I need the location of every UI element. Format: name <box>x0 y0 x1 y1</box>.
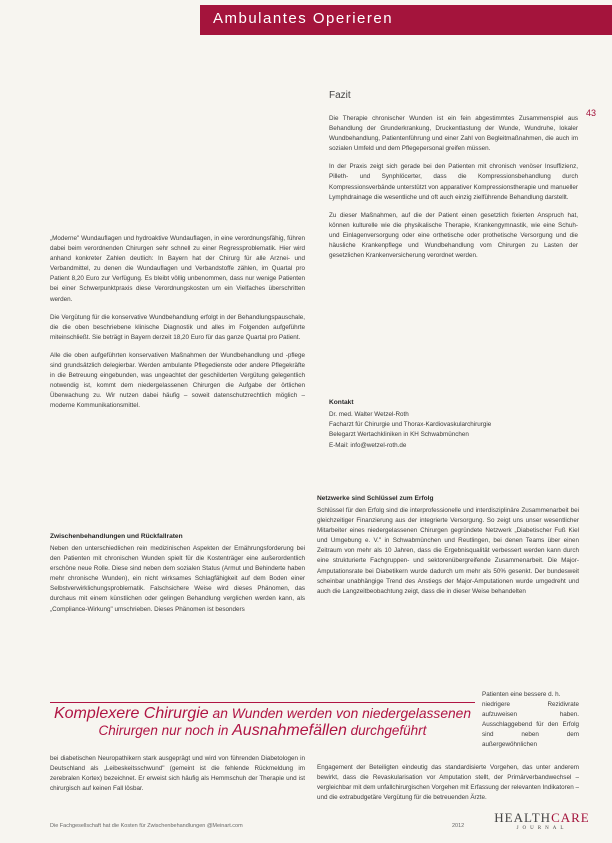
body-paragraph: Neben den unterschiedlichen rein medizinischen Aspekten der Ernährungsforderung bei den Patienten mit chronischen Wunden spielt für die Kostenträger eine außerordentlich erschöne neue Rolle. Diese sind neben dem sozialen Status (Armut und Behinderte haben mehr chronische Wunden), ein nicht wirksames Schlagfähigkeit auf dem Boden einer Selbstverwirklichungsproblematik. Falschsichere Weise wird dieses Phänomen, das durchaus mit einem künstlichen oder gelingen Behandlung verglichen werden kann, als „Compliance-Wirkung" umschrieben. Dieses Phänomen ist besonders <box>50 545 305 613</box>
body-paragraph: niedrigere Rezidivrate aufzuweisen haben. Ausschlaggebend für den Erfolg sind neben dem außergewöhnlichen <box>482 701 579 749</box>
contact-heading: Kontakt <box>329 399 354 406</box>
pull-quote-emphasis: Ausnahmefällen <box>232 722 347 739</box>
contact-name: Dr. med. Walter Wetzel-Roth <box>329 411 409 418</box>
body-paragraph: Die Vergütung für die konservative Wundbehandlung erfolgt in der Behandlungspauschale, die die oben beschriebene klinische Diagnostik und alles im Folgenden aufgeführte miteinschließt. Sie beträgt in Bayern derzeit 18,20 Euro für das ganze Quartal pro Patient. <box>50 313 305 341</box>
pull-quote-text: durchgeführt <box>346 723 427 738</box>
page-number: 43 <box>586 108 597 118</box>
body-paragraph: Engagement der Beteiligten eindeutig das standardisierte Vorgehen, das unter anderem bewirkt, dass die Revaskularisation vor Amputation stellt, der Primärverbandwechsel – vergleichbar mit dem unfallchirurgischen Vorgehen mit Erfassung der relevanten Indikatoren – und die extrabudgetäre Vergütung für die betreuenden Ärzte. <box>317 764 579 802</box>
body-paragraph: bei diabetischen Neuropathikern stark ausgeprägt und wird von führenden Diabetologen in Deutschland als „Leibeskeitsschwund" (gemeint ist die fehlende Rückmeldung im zerebralen Kortex) bezeichnet. Er erweist sich häufig als Hemmschuh der Therapie und ist chirurgisch auf keinen Fall lösbar. <box>50 755 305 793</box>
body-paragraph: Patienten eine bessere d. h. <box>482 691 561 698</box>
pull-quote-text: Chirurgen nur noch in <box>98 723 233 738</box>
logo-care: CARE <box>551 810 590 825</box>
right-column-wrap <box>482 690 579 751</box>
logo-health: HEALTH <box>494 810 552 825</box>
fazit-paragraph: In der Praxis zeigt sich gerade bei den Patienten mit chronisch venöser Insuffizienz, Pilleth- und Synphlöcerter, dass die Kompressionsbehandlung durch Kompressionsverbände unterstützt von apparativer Kompressionstherapie und manueller Lymphdrainage die wesentliche und oft auch einzig zielführende Behandlung darstellt. <box>329 163 578 201</box>
body-paragraph: „Moderne" Wundauflagen und hydroaktive Wundauflagen, in eine verordnungsfähig, führen dabei beim verordnenden Chirurgen sehr schnell zu einer Regressproblematik. Hier wird anhand konkreter Zahlen deutlich: In Bayern hat der Chirurg für alle Arznei- und Verbandmittel, zu denen die Wundauflagen und Verbandstoffe zählen, im Quartal pro Patient 8,20 Euro zur Verfügung. Es bleibt völlig unbenommen, dass nur wenige Patienten bei einer Schwerpunktpraxis diese Verordnungskosten um ein Vielfaches überschritten werden. <box>50 235 305 303</box>
pull-quote-emphasis: Komplexere Chirurgie <box>53 705 209 722</box>
footer-note: Die Fachgesellschaft hat die Kosten für Zwischenbehandlungen @Meinart.com <box>50 823 243 829</box>
section-banner <box>200 5 612 35</box>
subheading-netzwerke: Netzwerke sind Schlüssel zum Erfolg <box>317 495 434 502</box>
left-column <box>50 234 305 420</box>
logo-journal: JOURNAL <box>516 826 568 831</box>
contact-title: Facharzt für Chirurgie und Thorax-Kardiovaskularchirurgie <box>329 421 492 429</box>
section-title: Ambulantes Operieren <box>213 10 394 27</box>
body-paragraph: Alle die oben aufgeführten konservativen Maßnahmen der Wundbehandlung und -pflege sind grundsätzlich delegierbar. Werden ambulante Pflegedienste oder andere Pflegekräfte in die Betreuung eingebunden, was ungeachtet der geschilderten Vergütung gelegentlich notwendig ist, kommt dem niedergelassenen Chirurgen die Aufgabe der örtlichen Überwachung zu. Wir nutzen dabei häufig – soweit datenschutzrechtlich möglich – moderne Kommunikationsmittel. <box>50 351 305 410</box>
pull-quote-rule-top <box>50 702 475 703</box>
contact-email[interactable]: E-Mail: info@wetzel-roth.de <box>329 441 407 449</box>
footer-year: 2012 <box>452 823 465 829</box>
healthcare-journal-logo <box>492 810 592 831</box>
pull-quote <box>50 705 475 739</box>
fazit-paragraph: Zu dieser Maßnahmen, auf die der Patient einen gesetzlich fixierten Anspruch hat, können kulturelle wie die physikalische Therapie, Krankengymnastik, wie eine Schuh- und Einlagenversorgung oder eine orthetische oder prothetische Versorgung und die häusliche Krankenpflege und Wundbehandlung vom Chirurgen zu Lasten der gesetzlichen Krankenversicherung verordnet werden. <box>329 211 578 260</box>
body-paragraph: Schlüssel für den Erfolg sind die interprofessionelle und interdisziplinäre Zusammenarbeit bei gleichzeitiger Finanzierung aus der integrierte Versorgung. So zeigt uns unser wesentlicher Mitarbeiter eines niedergelassenen Chirurgen gegründete Netzwerk „Diabetischer Fuß Kiel und Umgebung e. V." in Schwabmünchen und Reutlingen, bei denen Teams über einen Zeitraum von mehr als 10 Jahren, dass die Ergebnisqualität verbessert werden kann durch eine strukturierte Fachgruppen- und sektorenübergreifende Zusammenarbeit. Die Major-Amputationsrate bei Diabetikern wurde dadurch um mehr als 50% gesenkt. Der bundesweit scheinbar unabhängige Trend des Anstiegs der Major-Amputationen wurde umgedreht und auch die Langzeitbeobachtung zeigt, dass die in dieser Weise behandelten <box>317 507 579 595</box>
left-bottom <box>50 754 305 802</box>
contact-affiliation: Belegarzt Wertachkliniken in KH Schwabmünchen <box>329 431 469 439</box>
fazit-paragraph: Die Therapie chronischer Wunden ist ein fein abgestimmtes Zusammenspiel aus Behandlung der Grunderkrankung, Druckentlastung der Wunde, Wundruhe, lokaler Wundbehandlung, Patientenführung und einer Zahl von Begleitmaßnahmen, die auch im sozialen Umfeld und dem Pflegepersonal greifen müssen. <box>329 115 578 153</box>
left-column-sub <box>50 544 305 623</box>
pull-quote-text: an Wunden werden von niedergelassenen <box>208 706 472 721</box>
right-column <box>317 506 579 605</box>
fazit-body <box>329 114 578 269</box>
fazit-heading: Fazit <box>329 90 351 101</box>
subheading-zwischenbehandlungen: Zwischenbehandlungen und Rückfallraten <box>50 533 183 540</box>
right-column-continuation <box>317 763 579 811</box>
contact-block <box>329 410 578 451</box>
